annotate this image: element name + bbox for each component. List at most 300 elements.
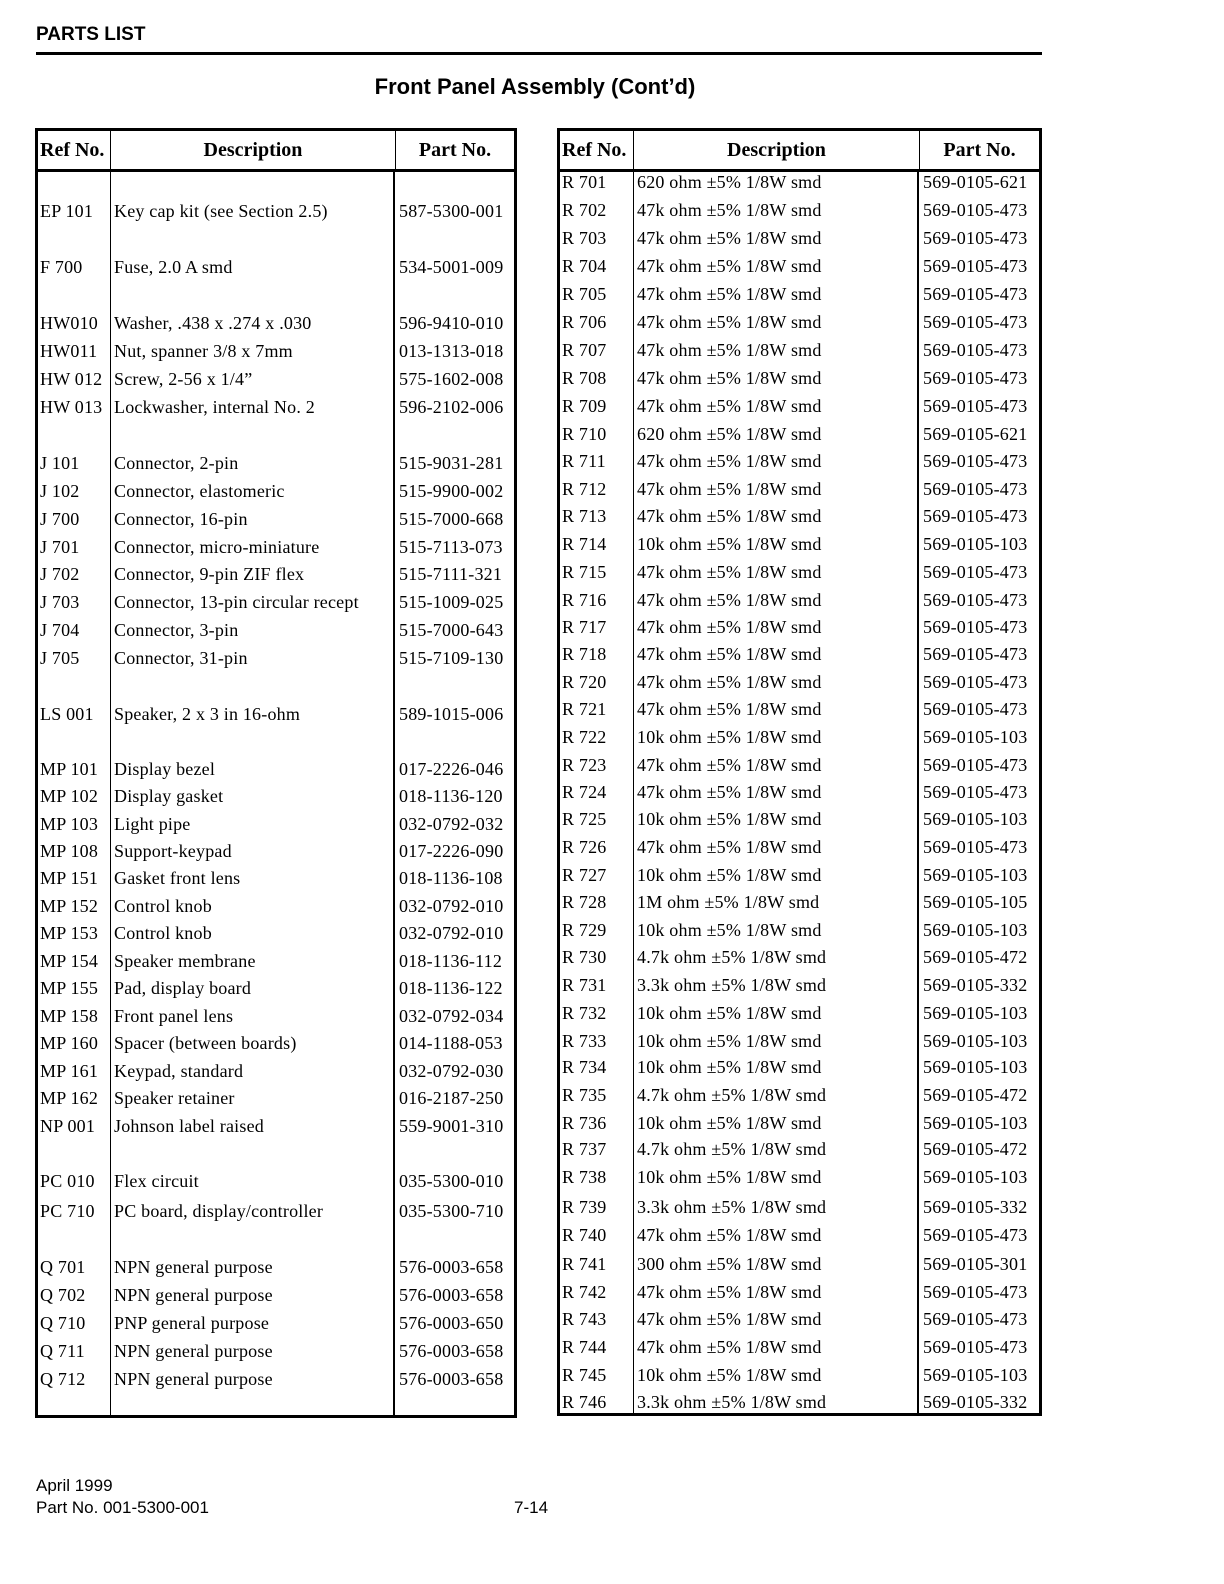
table-row	[560, 337, 1039, 364]
ref-cell: J 702	[40, 564, 80, 584]
part-number-cell: 014-1188-053	[399, 1033, 503, 1053]
table-row	[560, 1164, 1039, 1191]
part-number-cell: 515-7000-643	[399, 620, 504, 640]
part-number-cell: 569-0105-103	[923, 1365, 1028, 1385]
part-number-cell: 596-2102-006	[399, 397, 504, 417]
table-row	[560, 1028, 1039, 1055]
table-row	[560, 1082, 1039, 1109]
ref-cell: LS 001	[40, 704, 94, 724]
table-row	[38, 1168, 514, 1195]
ref-cell: J 700	[40, 509, 80, 529]
part-number-cell: 018-1136-122	[399, 978, 503, 998]
table-body	[38, 172, 514, 1415]
ref-cell: R 714	[562, 534, 607, 554]
part-number-cell: 569-0105-103	[923, 1057, 1028, 1077]
table-row	[560, 724, 1039, 751]
part-number-cell: 534-5001-009	[399, 257, 504, 277]
table-row	[38, 811, 514, 838]
part-number-cell: 569-0105-621	[923, 172, 1028, 192]
part-number-cell: 569-0105-473	[923, 1309, 1028, 1329]
part-number-cell: 569-0105-473	[923, 782, 1028, 802]
ref-cell: R 740	[562, 1225, 607, 1245]
ref-cell: R 726	[562, 837, 607, 857]
part-number-cell: 569-0105-472	[923, 947, 1028, 967]
ref-cell: R 734	[562, 1057, 607, 1077]
part-number-cell: 569-0105-473	[923, 837, 1028, 857]
ref-cell: HW010	[40, 313, 98, 333]
ref-cell: MP 151	[40, 868, 99, 888]
table-row	[560, 1136, 1039, 1163]
part-number-cell: 589-1015-006	[399, 704, 504, 724]
description-cell: Connector, 3-pin	[114, 620, 239, 640]
table-row	[560, 393, 1039, 420]
description-cell: Key cap kit (see Section 2.5)	[114, 201, 328, 221]
ref-cell: J 101	[40, 453, 80, 473]
part-number-cell: 596-9410-010	[399, 313, 504, 333]
table-row	[560, 503, 1039, 530]
description-cell: Front panel lens	[114, 1006, 234, 1026]
header-description: Description	[111, 131, 396, 169]
ref-cell: R 729	[562, 920, 607, 940]
description-cell: 47k ohm ±5% 1/8W smd	[637, 837, 822, 857]
ref-cell: NP 001	[40, 1116, 96, 1136]
ref-cell: J 704	[40, 620, 80, 640]
table-row	[38, 506, 514, 533]
description-cell: Control knob	[114, 896, 212, 916]
ref-cell: Q 712	[40, 1369, 86, 1389]
ref-cell: R 711	[562, 451, 606, 471]
table-row	[38, 975, 514, 1002]
ref-cell: R 744	[562, 1337, 607, 1357]
table-row	[560, 972, 1039, 999]
table-header	[38, 131, 514, 172]
description-cell: Johnson label raised	[114, 1116, 264, 1136]
ref-cell: R 746	[562, 1392, 607, 1412]
table-row	[38, 1198, 514, 1225]
part-number-cell: 569-0105-103	[923, 809, 1028, 829]
part-number-cell: 515-9031-281	[399, 453, 504, 473]
description-cell: 620 ohm ±5% 1/8W smd	[637, 172, 822, 192]
page-title: Front Panel Assembly (Cont’d)	[374, 74, 696, 99]
description-cell: 10k ohm ±5% 1/8W smd	[637, 1031, 822, 1051]
description-cell: 3.3k ohm ±5% 1/8W smd	[637, 1392, 827, 1412]
description-cell: 47k ohm ±5% 1/8W smd	[637, 340, 822, 360]
part-number-cell: 569-0105-473	[923, 755, 1028, 775]
part-number-cell: 569-0105-103	[923, 534, 1028, 554]
part-number-cell: 018-1136-120	[399, 786, 503, 806]
section-label: PARTS LIST	[36, 24, 146, 45]
table-row	[38, 1003, 514, 1030]
description-cell: Fuse, 2.0 A smd	[114, 257, 233, 277]
ref-cell: R 713	[562, 506, 607, 526]
table-row	[38, 1366, 514, 1393]
description-cell: NPN general purpose	[114, 1257, 273, 1277]
part-number-cell: 576-0003-650	[399, 1313, 504, 1333]
description-cell: Light pipe	[114, 814, 191, 834]
table-row	[38, 478, 514, 505]
table-row	[38, 254, 514, 281]
description-cell: NPN general purpose	[114, 1341, 273, 1361]
part-number-cell: 569-0105-473	[923, 672, 1028, 692]
description-cell: Connector, 9-pin ZIF flex	[114, 564, 305, 584]
table-row	[38, 1030, 514, 1057]
description-cell: Nut, spanner 3/8 x 7mm	[114, 341, 293, 361]
description-cell: 10k ohm ±5% 1/8W smd	[637, 1003, 822, 1023]
table-row	[38, 1058, 514, 1085]
table-row	[38, 701, 514, 728]
parts-table-right	[557, 128, 1042, 1416]
part-number-cell: 515-7109-130	[399, 648, 504, 668]
part-number-cell: 569-0105-103	[923, 1167, 1028, 1187]
part-number-cell: 569-0105-301	[923, 1254, 1028, 1274]
description-cell: 47k ohm ±5% 1/8W smd	[637, 562, 822, 582]
table-row	[560, 1110, 1039, 1137]
table-row	[560, 1362, 1039, 1389]
table-row	[560, 862, 1039, 889]
part-number-cell: 569-0105-473	[923, 451, 1028, 471]
table-row	[38, 893, 514, 920]
header-part-no: Part No.	[943, 139, 1016, 161]
ref-cell: R 733	[562, 1031, 607, 1051]
description-cell: Connector, elastomeric	[114, 481, 285, 501]
table-row	[560, 834, 1039, 861]
table-row	[560, 1222, 1039, 1249]
ref-cell: R 717	[562, 617, 607, 637]
description-cell: Spacer (between boards)	[114, 1033, 297, 1053]
part-number-cell: 569-0105-473	[923, 1282, 1028, 1302]
table-row	[38, 450, 514, 477]
ref-cell: MP 153	[40, 923, 99, 943]
description-cell: 47k ohm ±5% 1/8W smd	[637, 699, 822, 719]
description-cell: Lockwasher, internal No. 2	[114, 397, 315, 417]
table-row	[560, 448, 1039, 475]
ref-cell: HW011	[40, 341, 98, 361]
ref-cell: R 706	[562, 312, 607, 332]
part-number-cell: 569-0105-473	[923, 368, 1028, 388]
part-number-cell: 515-7111-321	[399, 564, 503, 584]
header-rule	[36, 52, 1042, 55]
ref-cell: R 709	[562, 396, 607, 416]
part-number-cell: 569-0105-332	[923, 975, 1028, 995]
table-body	[560, 172, 1039, 1413]
description-cell: Speaker retainer	[114, 1088, 235, 1108]
part-number-cell: 032-0792-010	[399, 923, 504, 943]
part-number-cell: 016-2187-250	[399, 1088, 504, 1108]
table-row	[560, 587, 1039, 614]
description-cell: 47k ohm ±5% 1/8W smd	[637, 1337, 822, 1357]
ref-cell: R 707	[562, 340, 607, 360]
ref-cell: F 700	[40, 257, 83, 277]
ref-cell: PC 710	[40, 1201, 95, 1221]
table-row	[560, 696, 1039, 723]
description-cell: 47k ohm ±5% 1/8W smd	[637, 617, 822, 637]
part-number-cell: 569-0105-105	[923, 892, 1028, 912]
description-cell: 47k ohm ±5% 1/8W smd	[637, 672, 822, 692]
ref-cell: R 736	[562, 1113, 607, 1133]
part-number-cell: 032-0792-034	[399, 1006, 504, 1026]
ref-cell: R 703	[562, 228, 607, 248]
ref-cell: J 701	[40, 537, 80, 557]
description-cell: 47k ohm ±5% 1/8W smd	[637, 396, 822, 416]
table-row	[560, 1000, 1039, 1027]
description-cell: PNP general purpose	[114, 1313, 270, 1333]
description-cell: 620 ohm ±5% 1/8W smd	[637, 424, 822, 444]
ref-cell: EP 101	[40, 201, 94, 221]
ref-cell: R 718	[562, 644, 607, 664]
ref-cell: J 703	[40, 592, 80, 612]
ref-cell: R 738	[562, 1167, 607, 1187]
part-number-cell: 569-0105-473	[923, 644, 1028, 664]
part-number-cell: 515-1009-025	[399, 592, 504, 612]
part-number-cell: 569-0105-473	[923, 200, 1028, 220]
description-cell: 10k ohm ±5% 1/8W smd	[637, 809, 822, 829]
part-number-cell: 576-0003-658	[399, 1257, 504, 1277]
part-number-cell: 569-0105-103	[923, 1003, 1028, 1023]
ref-cell: R 735	[562, 1085, 607, 1105]
part-number-cell: 515-7000-668	[399, 509, 504, 529]
table-row	[560, 281, 1039, 308]
part-number-cell: 032-0792-030	[399, 1061, 504, 1081]
ref-cell: PC 010	[40, 1171, 95, 1191]
table-row	[560, 309, 1039, 336]
table-row	[38, 366, 514, 393]
description-cell: 10k ohm ±5% 1/8W smd	[637, 865, 822, 885]
table-row	[38, 838, 514, 865]
description-cell: 47k ohm ±5% 1/8W smd	[637, 284, 822, 304]
ref-cell: R 724	[562, 782, 607, 802]
table-row	[560, 1251, 1039, 1278]
part-number-cell: 569-0105-473	[923, 617, 1028, 637]
description-cell: 47k ohm ±5% 1/8W smd	[637, 451, 822, 471]
description-cell: 47k ohm ±5% 1/8W smd	[637, 479, 822, 499]
description-cell: 47k ohm ±5% 1/8W smd	[637, 1225, 822, 1245]
ref-cell: R 731	[562, 975, 607, 995]
description-cell: 47k ohm ±5% 1/8W smd	[637, 1282, 822, 1302]
description-cell: 10k ohm ±5% 1/8W smd	[637, 727, 822, 747]
table-row	[38, 310, 514, 337]
table-row	[38, 948, 514, 975]
description-cell: 4.7k ohm ±5% 1/8W smd	[637, 947, 827, 967]
part-number-cell: 032-0792-032	[399, 814, 504, 834]
part-number-cell: 569-0105-103	[923, 865, 1028, 885]
table-row	[38, 561, 514, 588]
ref-cell: Q 702	[40, 1285, 86, 1305]
description-cell: 47k ohm ±5% 1/8W smd	[637, 256, 822, 276]
ref-cell: Q 701	[40, 1257, 86, 1277]
description-cell: 47k ohm ±5% 1/8W smd	[637, 506, 822, 526]
ref-cell: R 727	[562, 865, 607, 885]
description-cell: 1M ohm ±5% 1/8W smd	[637, 892, 820, 912]
part-number-cell: 515-7113-073	[399, 537, 503, 557]
page-number: 7-14	[514, 1498, 549, 1517]
description-cell: Support-keypad	[114, 841, 232, 861]
table-row	[560, 225, 1039, 252]
footer-part-number: Part No. 001-5300-001	[36, 1498, 209, 1517]
description-cell: Pad, display board	[114, 978, 252, 998]
table-row	[38, 1310, 514, 1337]
part-number-cell: 569-0105-473	[923, 562, 1028, 582]
table-row	[560, 806, 1039, 833]
table-row	[38, 1085, 514, 1112]
ref-cell: MP 101	[40, 759, 99, 779]
table-row	[560, 944, 1039, 971]
description-cell: Connector, micro-miniature	[114, 537, 320, 557]
part-number-cell: 017-2226-090	[399, 841, 504, 861]
description-cell: 47k ohm ±5% 1/8W smd	[637, 590, 822, 610]
description-cell: 4.7k ohm ±5% 1/8W smd	[637, 1139, 827, 1159]
description-cell: 4.7k ohm ±5% 1/8W smd	[637, 1085, 827, 1105]
description-cell: Display bezel	[114, 759, 216, 779]
table-row	[560, 1389, 1039, 1416]
ref-cell: R 741	[562, 1254, 607, 1274]
ref-cell: R 721	[562, 699, 607, 719]
description-cell: Speaker membrane	[114, 951, 256, 971]
table-row	[560, 559, 1039, 586]
ref-cell: R 732	[562, 1003, 607, 1023]
table-row	[38, 1338, 514, 1365]
table-row	[38, 645, 514, 672]
part-number-cell: 569-0105-473	[923, 590, 1028, 610]
ref-cell: R 745	[562, 1365, 607, 1385]
part-number-cell: 569-0105-473	[923, 340, 1028, 360]
part-number-cell: 018-1136-108	[399, 868, 503, 888]
part-number-cell: 569-0105-473	[923, 312, 1028, 332]
description-cell: 10k ohm ±5% 1/8W smd	[637, 534, 822, 554]
description-cell: Display gasket	[114, 786, 224, 806]
part-number-cell: 017-2226-046	[399, 759, 504, 779]
ref-cell: MP 103	[40, 814, 99, 834]
part-number-cell: 576-0003-658	[399, 1369, 504, 1389]
header-description: Description	[634, 131, 920, 169]
part-number-cell: 013-1313-018	[399, 341, 504, 361]
part-number-cell: 569-0105-473	[923, 699, 1028, 719]
ref-cell: MP 108	[40, 841, 99, 861]
part-number-cell: 569-0105-473	[923, 284, 1028, 304]
description-cell: Control knob	[114, 923, 212, 943]
part-number-cell: 032-0792-010	[399, 896, 504, 916]
table-row	[38, 1113, 514, 1140]
ref-cell: R 725	[562, 809, 607, 829]
ref-cell: R 730	[562, 947, 607, 967]
table-row	[560, 253, 1039, 280]
ref-cell: R 723	[562, 755, 607, 775]
table-row	[38, 783, 514, 810]
part-number-cell: 569-0105-332	[923, 1392, 1028, 1412]
description-cell: Washer, .438 x .274 x .030	[114, 313, 312, 333]
description-cell: Connector, 31-pin	[114, 648, 248, 668]
table-row	[38, 394, 514, 421]
part-number-cell: 569-0105-103	[923, 920, 1028, 940]
ref-cell: R 737	[562, 1139, 607, 1159]
table-row	[560, 169, 1039, 196]
description-cell: Connector, 13-pin circular recept	[114, 592, 359, 612]
table-row	[560, 1194, 1039, 1221]
description-cell: 47k ohm ±5% 1/8W smd	[637, 200, 822, 220]
table-row	[560, 917, 1039, 944]
part-number-cell: 576-0003-658	[399, 1341, 504, 1361]
ref-cell: R 728	[562, 892, 607, 912]
ref-cell: R 722	[562, 727, 607, 747]
ref-cell: R 708	[562, 368, 607, 388]
part-number-cell: 569-0105-473	[923, 1225, 1028, 1245]
part-number-cell: 569-0105-473	[923, 396, 1028, 416]
table-row	[560, 779, 1039, 806]
table-row	[38, 617, 514, 644]
ref-cell: MP 155	[40, 978, 99, 998]
description-cell: 10k ohm ±5% 1/8W smd	[637, 920, 822, 940]
part-number-cell: 569-0105-472	[923, 1085, 1028, 1105]
table-row	[560, 421, 1039, 448]
ref-cell: J 102	[40, 481, 80, 501]
description-cell: 300 ohm ±5% 1/8W smd	[637, 1254, 822, 1274]
description-cell: 10k ohm ±5% 1/8W smd	[637, 1057, 822, 1077]
table-row	[560, 365, 1039, 392]
ref-cell: MP 152	[40, 896, 99, 916]
ref-cell: MP 102	[40, 786, 99, 806]
ref-cell: Q 710	[40, 1313, 86, 1333]
ref-cell: MP 160	[40, 1033, 99, 1053]
header-ref-no: Ref No.	[38, 131, 111, 169]
table-row	[560, 476, 1039, 503]
table-row	[560, 197, 1039, 224]
table-header	[560, 131, 1039, 172]
description-cell: NPN general purpose	[114, 1285, 273, 1305]
table-row	[560, 669, 1039, 696]
part-number-cell: 569-0105-621	[923, 424, 1028, 444]
ref-cell: MP 162	[40, 1088, 99, 1108]
description-cell: 47k ohm ±5% 1/8W smd	[637, 312, 822, 332]
ref-cell: R 716	[562, 590, 607, 610]
description-cell: Gasket front lens	[114, 868, 241, 888]
description-cell: 47k ohm ±5% 1/8W smd	[637, 782, 822, 802]
description-cell: Connector, 2-pin	[114, 453, 239, 473]
part-number-cell: 587-5300-001	[399, 201, 504, 221]
description-cell: PC board, display/controller	[114, 1201, 324, 1221]
ref-cell: MP 154	[40, 951, 99, 971]
part-number-cell: 559-9001-310	[399, 1116, 504, 1136]
part-number-cell: 569-0105-103	[923, 727, 1028, 747]
part-number-cell: 569-0105-473	[923, 256, 1028, 276]
description-cell: Flex circuit	[114, 1171, 199, 1191]
header-part-no: Part No.	[418, 139, 492, 161]
table-row	[560, 531, 1039, 558]
part-number-cell: 569-0105-473	[923, 506, 1028, 526]
description-cell: Keypad, standard	[114, 1061, 244, 1081]
part-number-cell: 575-1602-008	[399, 369, 504, 389]
table-row	[38, 198, 514, 225]
part-number-cell: 569-0105-103	[923, 1031, 1028, 1051]
part-number-cell: 569-0105-332	[923, 1197, 1028, 1217]
table-row	[560, 752, 1039, 779]
description-cell: Speaker, 2 x 3 in 16-ohm	[114, 704, 301, 724]
description-cell: Connector, 16-pin	[114, 509, 248, 529]
part-number-cell: 569-0105-473	[923, 228, 1028, 248]
part-number-cell: 569-0105-473	[923, 479, 1028, 499]
part-number-cell: 018-1136-112	[399, 951, 503, 971]
ref-cell: MP 161	[40, 1061, 99, 1081]
table-row	[38, 756, 514, 783]
table-row	[560, 1054, 1039, 1081]
ref-cell: R 739	[562, 1197, 607, 1217]
table-row	[560, 1306, 1039, 1333]
description-cell: 3.3k ohm ±5% 1/8W smd	[637, 975, 827, 995]
description-cell: NPN general purpose	[114, 1369, 273, 1389]
ref-cell: R 712	[562, 479, 607, 499]
ref-cell: R 715	[562, 562, 607, 582]
part-number-cell: 569-0105-472	[923, 1139, 1028, 1159]
header-ref-no: Ref No.	[560, 131, 634, 169]
table-row	[38, 920, 514, 947]
